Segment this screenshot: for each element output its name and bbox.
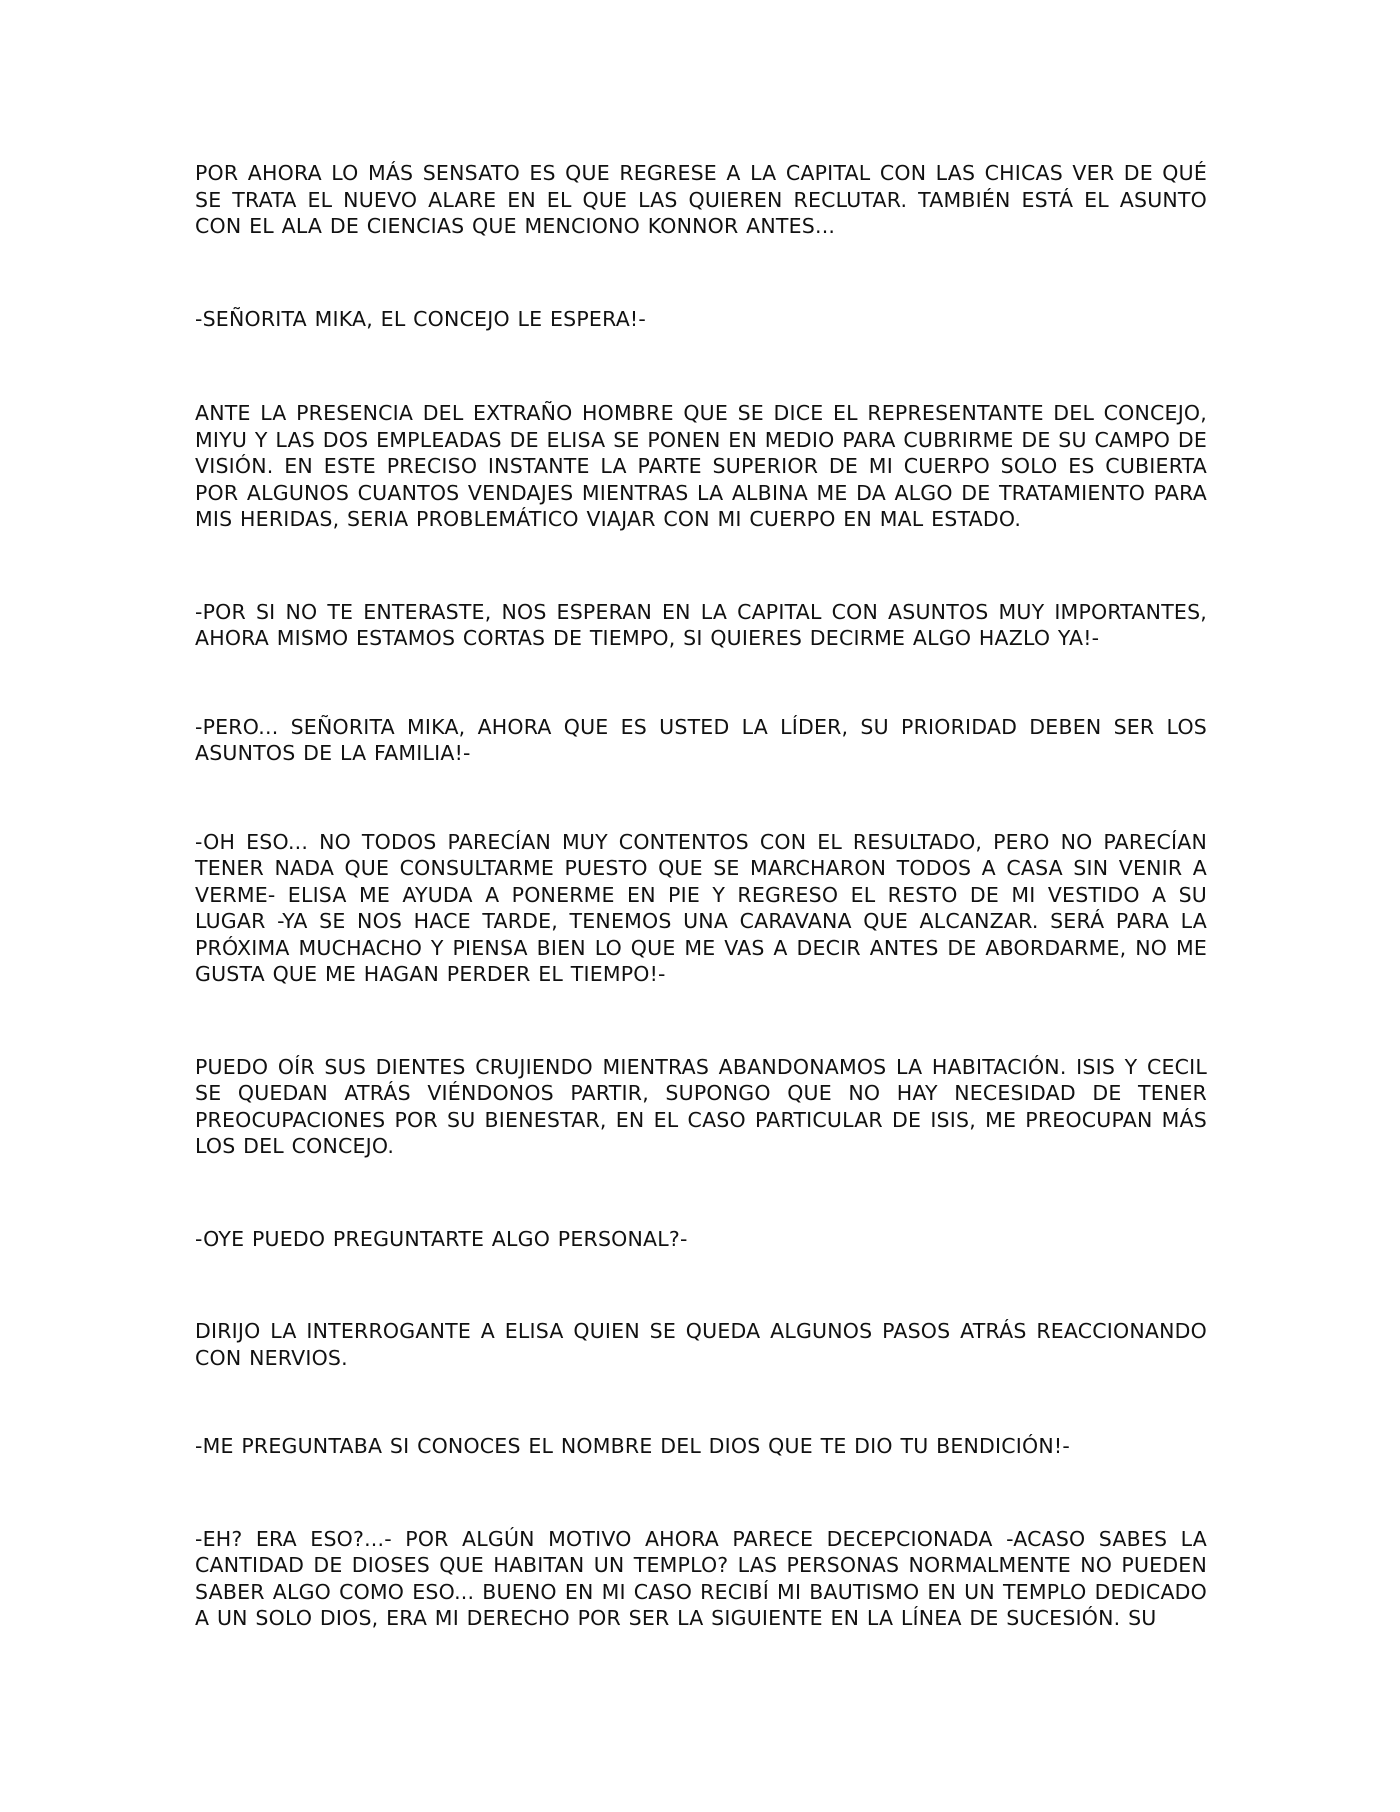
paragraph-narration-1: POR AHORA LO MÁS SENSATO ES QUE REGRESE A LA CAPITAL CON LAS CHICAS VER DE QUÉ SE TRATA EL NUEVO ALARE EN EL QUE LAS QUIEREN RECLUTAR. TAMBIÉN ESTÁ EL ASUNTO CON EL ALA DE CIENCIAS QUE MENCIONO KONNOR ANTES... — [195, 161, 1207, 238]
paragraph-dialogue-4: -OYE PUEDO PREGUNTARTE ALGO PERSONAL?- — [195, 1226, 688, 1251]
paragraph-narration-5: DIRIJO LA INTERROGANTE A ELISA QUIEN SE QUEDA ALGUNOS PASOS ATRÁS REACCIONANDO CON NERVIOS. — [195, 1319, 1207, 1370]
paragraph-narration-3: -OH ESO... NO TODOS PARECÍAN MUY CONTENTOS CON EL RESULTADO, PERO NO PARECÍAN TENER NADA QUE CONSULTARME PUESTO QUE SE MARCHARON TODOS A CASA SIN VENIR A VERME- ELISA ME AYUDA A PONERME EN PIE Y REGRESO EL RESTO DE MI VESTIDO A SU LUGAR -YA SE NOS HACE TARDE, TENEMOS UNA CARAVANA QUE ALCANZAR. SERÁ PARA LA PRÓXIMA MUCHACHO Y PIENSA BIEN LO QUE ME VAS A DECIR ANTES DE ABORDARME, NO ME GUSTA QUE ME HAGAN PERDER EL TIEMPO!- — [195, 829, 1207, 986]
paragraph-narration-4: PUEDO OÍR SUS DIENTES CRUJIENDO MIENTRAS ABANDONAMOS LA HABITACIÓN. ISIS Y CECIL SE QUEDAN ATRÁS VIÉNDONOS PARTIR, SUPONGO QUE NO HAY NECESIDAD DE TENER PREOCUPACIONES POR SU BIENESTAR, EN EL CASO PARTICULAR DE ISIS, ME PREOCUPAN MÁS LOS DEL CONCEJO. — [195, 1054, 1207, 1158]
paragraph-dialogue-1: -SEÑORITA MIKA, EL CONCEJO LE ESPERA!- — [195, 306, 646, 331]
paragraph-dialogue-3: -PERO... SEÑORITA MIKA, AHORA QUE ES USTED LA LÍDER, SU PRIORIDAD DEBEN SER LOS ASUNTOS DE LA FAMILIA!- — [195, 714, 1207, 765]
paragraph-dialogue-2: -POR SI NO TE ENTERASTE, NOS ESPERAN EN LA CAPITAL CON ASUNTOS MUY IMPORTANTES, AHORA MISMO ESTAMOS CORTAS DE TIEMPO, SI QUIERES DECIRME ALGO HAZLO YA!- — [195, 599, 1207, 650]
paragraph-narration-2: ANTE LA PRESENCIA DEL EXTRAÑO HOMBRE QUE SE DICE EL REPRESENTANTE DEL CONCEJO, MIYU Y LAS DOS EMPLEADAS DE ELISA SE PONEN EN MEDIO PARA CUBRIRME DE SU CAMPO DE VISIÓN. EN ESTE PRECISO INSTANTE LA PARTE SUPERIOR DE MI CUERPO SOLO ES CUBIERTA POR ALGUNOS CUANTOS VENDAJES MIENTRAS LA ALBINA ME DA ALGO DE TRATAMIENTO PARA MIS HERIDAS, SERIA PROBLEMÁTICO VIAJAR CON MI CUERPO EN MAL ESTADO. — [195, 401, 1207, 531]
paragraph-narration-6: -EH? ERA ESO?...- POR ALGÚN MOTIVO AHORA PARECE DECEPCIONADA -ACASO SABES LA CANTIDAD DE DIOSES QUE HABITAN UN TEMPLO? LAS PERSONAS NORMALMENTE NO PUEDEN SABER ALGO COMO ESO... BUENO EN MI CASO RECIBÍ MI BAUTISMO EN UN TEMPLO DEDICADO A UN SOLO DIOS, ERA MI DERECHO POR SER LA SIGUIENTE EN LA LÍNEA DE SUCESIÓN. SU — [195, 1526, 1207, 1630]
paragraph-dialogue-5: -ME PREGUNTABA SI CONOCES EL NOMBRE DEL DIOS QUE TE DIO TU BENDICIÓN!- — [195, 1434, 1070, 1458]
text-body — [195, 160, 1207, 1632]
